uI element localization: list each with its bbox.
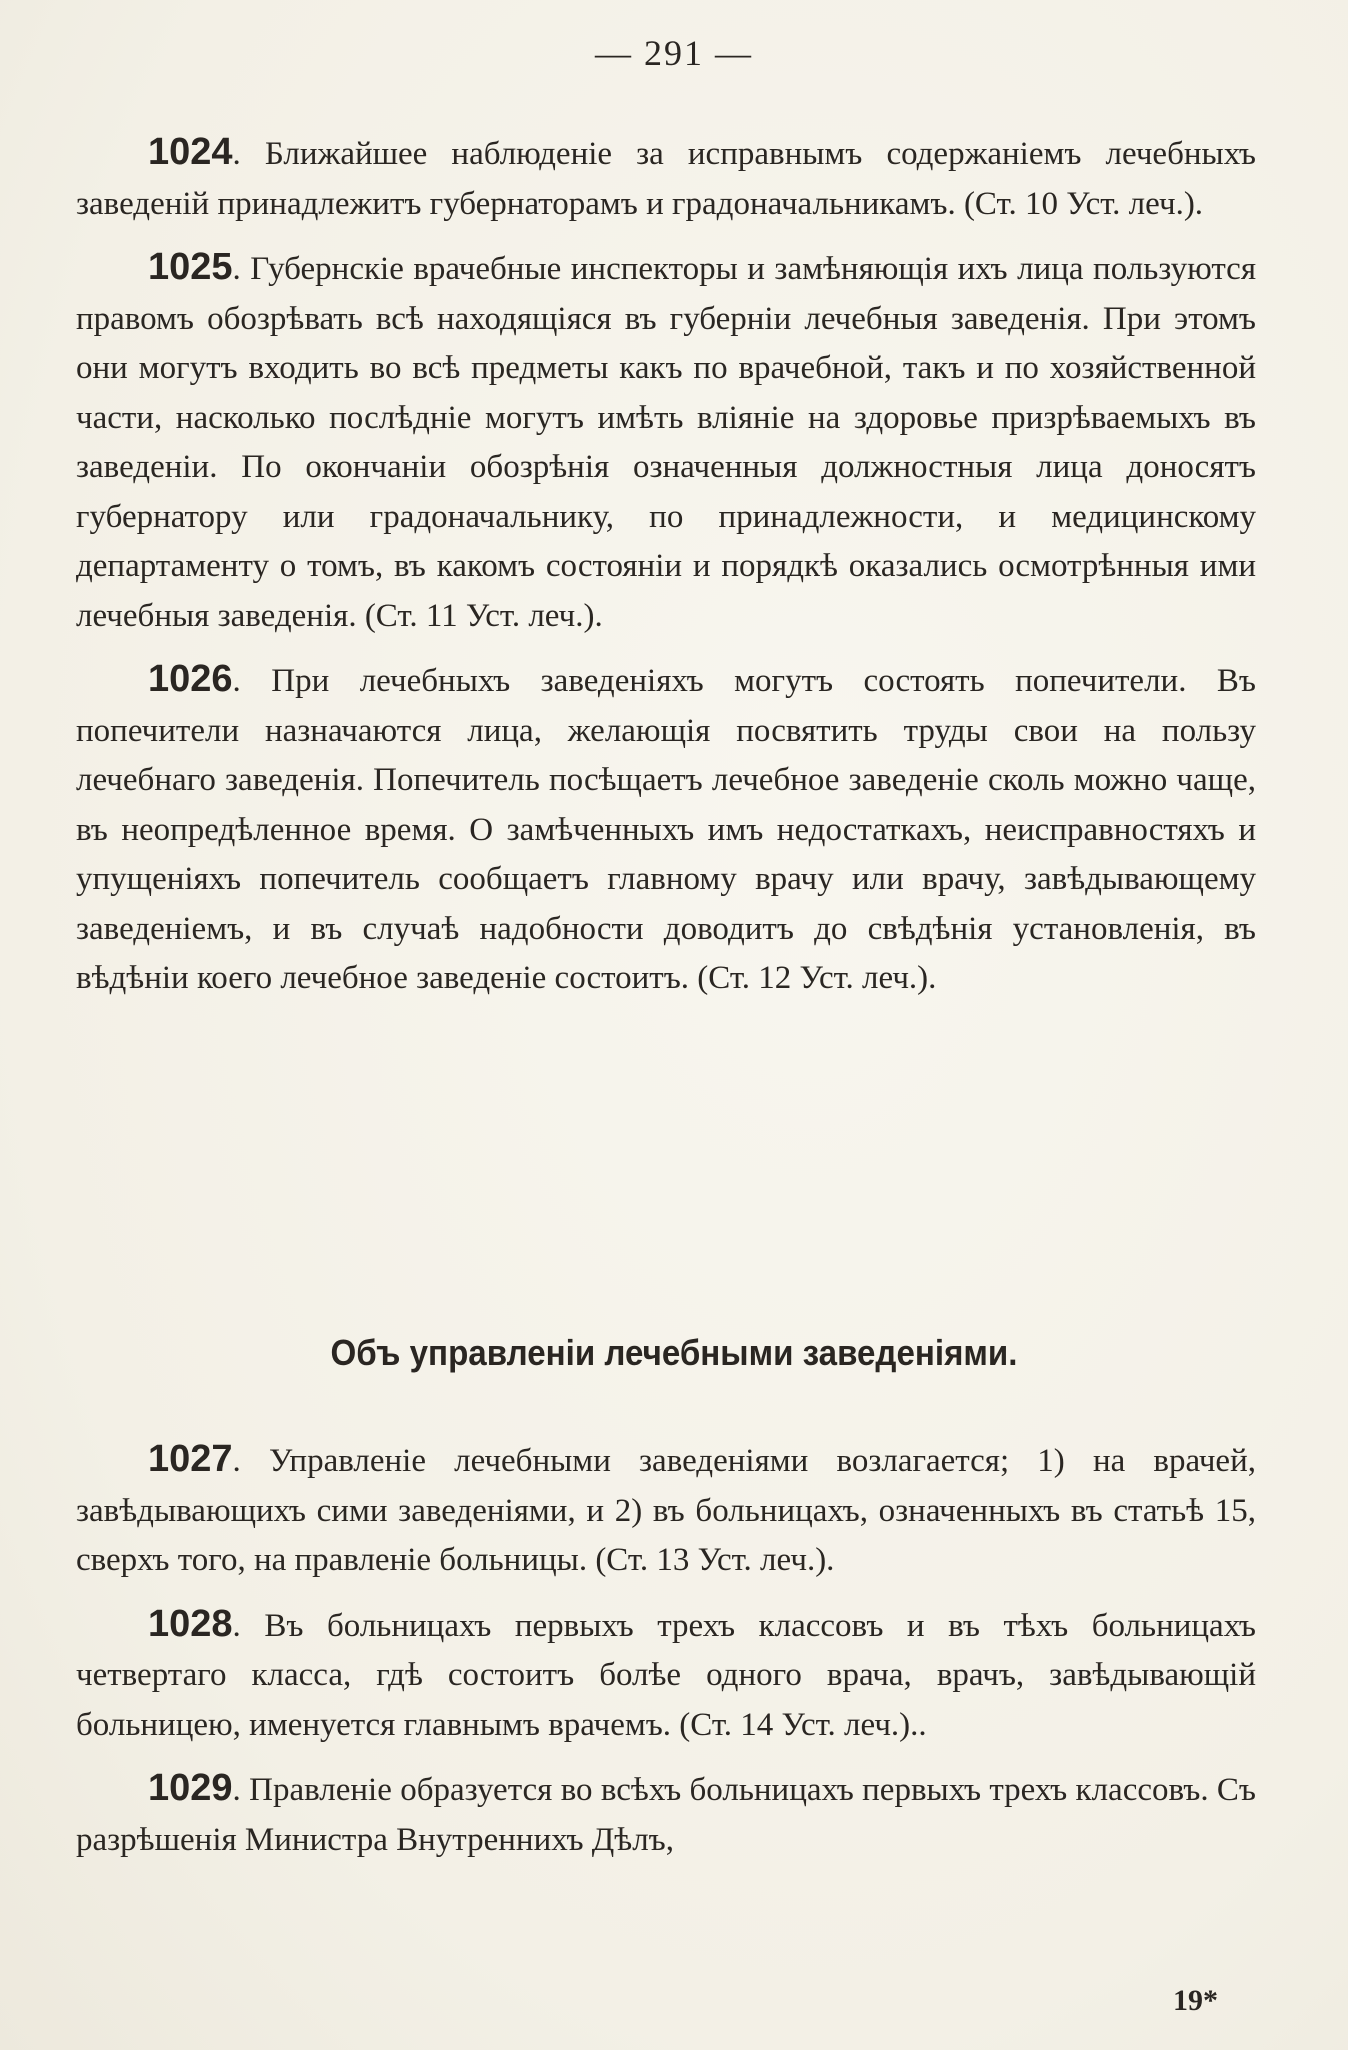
article-1029 [76, 1764, 1256, 1865]
section-heading: Объ управленіи лечебными заведеніями. [330, 1332, 1018, 1373]
article-number: 1026 [148, 658, 233, 700]
article-number: 1029 [148, 1767, 233, 1809]
article-1027 [76, 1435, 1256, 1586]
signature-mark: 19* [1173, 1984, 1218, 2017]
page-number: — 291 — [595, 33, 753, 73]
article-text: . Въ больницахъ первыхъ трехъ классовъ и въ тѣхъ больницахъ четвертаго класса, гдѣ состоитъ болѣе одного врача, врачъ, завѣдывающій больницею, именуется главнымъ врачемъ. (Ст. 14 Уст. леч.).. [76, 1607, 1256, 1743]
article-text: . При лечебныхъ заведеніяхъ могутъ состоять попечители. Въ попечители назначаются лица, желающія посвятить труды свои на пользу лечебнаго заведенія. Попечитель посѣщаетъ лечебное заведеніе сколь можно чаще, въ неопредѣленное время. О замѣченныхъ имъ недостаткахъ, неисправностяхъ и упущеніяхъ попечитель сообщаетъ главному врачу или врачу, завѣдывающему заведеніемъ, и въ случаѣ надобности доводитъ до свѣдѣнія установленія, въ вѣдѣніи коего лечебное заведеніе состоитъ. (Ст. 12 Уст. леч.). [76, 663, 1256, 996]
article-text: . Губернскіе врачебные инспекторы и замѣняющія ихъ лица пользуются правомъ обозрѣвать всѣ находящіяся въ губерніи лечебныя заведенія. При этомъ они могутъ входить во всѣ предметы какъ по врачебной, такъ и по хозяйственной части, насколько послѣдніе могутъ имѣть вліяніе на здоровье призрѣваемыхъ въ заведеніи. По окончаніи обозрѣнія означенныя должностныя лица доносятъ губернатору или градоначальнику, по принадлежности, и медицинскому департаменту о томъ, въ какомъ состояніи и порядкѣ оказались осмотрѣнныя ими лечебныя заведенія. (Ст. 11 Уст. леч.). [76, 251, 1256, 634]
article-number: 1025 [148, 246, 233, 288]
articles-top [76, 128, 1256, 1004]
article-text: . Ближайшее наблюденіе за исправнымъ содержаніемъ лечебныхъ заведеній принадлежитъ губернаторамъ и градоначальникамъ. (Ст. 10 Уст. леч.). [76, 136, 1256, 222]
article-1025 [76, 243, 1256, 641]
article-1028 [76, 1600, 1256, 1751]
article-1024 [76, 128, 1256, 229]
article-number: 1028 [148, 1602, 233, 1645]
article-text: . Управленіе лечебными заведеніями возлагается; 1) на врачей, завѣдывающихъ сими заведеніями, и 2) въ больницахъ, означенныхъ въ статьѣ 15, сверхъ того, на правленіе больницы. (Ст. 13 Уст. леч.). [76, 1443, 1256, 1578]
article-number: 1027 [148, 1438, 233, 1480]
article-number: 1024 [148, 131, 233, 173]
article-1026 [76, 655, 1256, 1004]
articles-bottom [76, 1435, 1256, 1865]
article-text: . Правленіе образуется во всѣхъ больницахъ первыхъ трехъ классовъ. Съ разрѣшенія Министра Внутреннихъ Дѣлъ, [76, 1772, 1256, 1858]
